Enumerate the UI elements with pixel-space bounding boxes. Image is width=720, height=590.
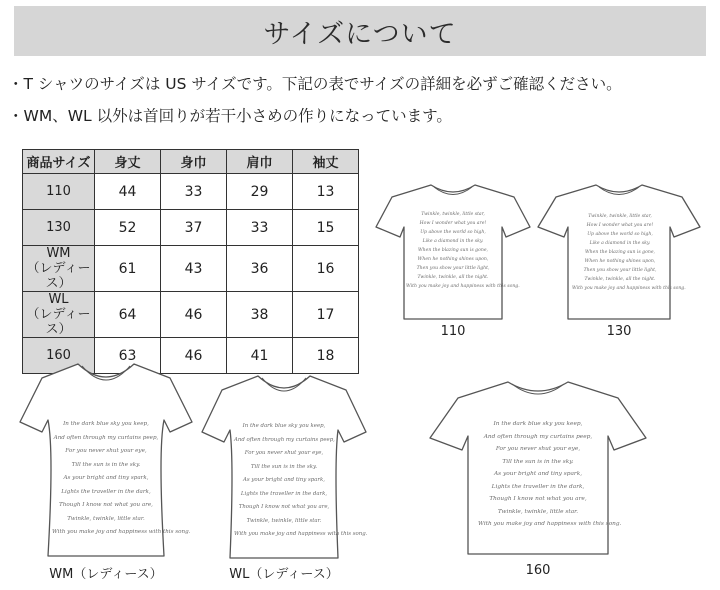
table-row: [23, 246, 359, 292]
poem-line: Then you show your little light,: [583, 268, 657, 273]
header-sleeve: 袖丈: [293, 150, 359, 174]
size-name: 110: [46, 184, 71, 199]
header-shoulder: 肩巾: [227, 150, 293, 174]
poem-line: In the dark blue sky you keep,: [493, 421, 583, 427]
poem-line: Till the sun is in the sky.: [71, 461, 141, 468]
poem-line: Twinkle, twinkle, little star,: [588, 214, 652, 219]
poem-line: Till the sun is in the sky.: [502, 458, 574, 465]
poem-line: Up above the world so high,: [420, 230, 486, 235]
cell-shoulder: 33: [227, 210, 293, 246]
poem-line: In the dark blue sky you keep,: [63, 421, 149, 427]
page-title: サイズについて: [263, 18, 457, 50]
poem-line: When the blazing sun is gone,: [417, 248, 489, 253]
poem-line: Lights the traveller in the dark,: [491, 483, 585, 490]
poem-line: Twinkle, twinkle, little star.: [67, 515, 145, 522]
poem-line: Though I know not what you are,: [238, 504, 330, 510]
tshirt-130-print: [572, 212, 686, 293]
cell-sleeve: 13: [293, 174, 359, 210]
poem-line: And often through my curtains peep,: [234, 436, 335, 443]
row-size-label: [23, 174, 95, 210]
tshirt-wl-print: [234, 420, 368, 542]
table-row: [23, 210, 359, 246]
tshirt-wm-print: [52, 418, 191, 540]
poem-line: As your bright and tiny spark,: [493, 471, 583, 477]
cell-shoulder: 36: [227, 246, 293, 292]
tshirt-160-caption: 160: [525, 563, 551, 578]
poem-line: As your bright and tiny spark,: [243, 477, 325, 483]
size-name: 130: [46, 220, 71, 235]
header-width: 身巾: [161, 150, 227, 174]
tshirt-wm-caption: WM（レディース）: [49, 567, 163, 582]
cell-length: 61: [95, 246, 161, 292]
poem-line: With you make joy and happiness with this song.: [406, 284, 520, 289]
size-table-header: [23, 150, 359, 174]
poem-line: When he nothing shines upon,: [417, 257, 489, 262]
cell-shoulder: 29: [227, 174, 293, 210]
cell-width: 37: [161, 210, 227, 246]
poem-line: And often through my curtains peep,: [483, 433, 593, 440]
poem-line: Till the sun is in the sky.: [250, 463, 318, 470]
poem-line: For you never shut your eye,: [65, 448, 147, 454]
note-neck-size: ・WM、WL 以外は首回りが若干小さめの作りになっています。: [8, 107, 452, 125]
tshirt-110-caption: 110: [440, 324, 466, 339]
size-name: 160: [46, 348, 71, 363]
poem-line: Then you show your little light,: [416, 266, 490, 271]
table-row: [23, 292, 359, 338]
poem-line: Lights the traveller in the dark,: [61, 488, 151, 495]
page-title-bar: [14, 6, 706, 56]
poem-line: Twinkle, twinkle, all the night.: [417, 275, 489, 280]
poem-line: Twinkle, twinkle, little star.: [497, 508, 579, 515]
tshirt-wl-caption: WL（レディース）: [229, 567, 339, 582]
cell-width: 46: [161, 338, 227, 374]
tshirt-130-caption: 130: [606, 324, 632, 339]
cell-length: 44: [95, 174, 161, 210]
size-name: WL: [48, 292, 69, 307]
poem-line: Lights the traveller in the dark,: [240, 490, 328, 497]
poem-line: Though I know not what you are,: [489, 496, 587, 502]
size-name: WM: [46, 246, 71, 261]
note-us-size: ・T シャツのサイズは US サイズです。下記の表でサイズの詳細を必ずご確認ください。: [8, 75, 622, 93]
tshirt-160-print: [478, 418, 622, 531]
poem-line: How I wonder what you are!: [586, 223, 654, 228]
poem-line: And often through my curtains peep,: [53, 434, 159, 441]
poem-line: Like a diamond in the sky.: [422, 239, 484, 244]
poem-line: With you make joy and happiness with this song.: [478, 521, 622, 527]
table-row: [23, 174, 359, 210]
cell-length: 63: [95, 338, 161, 374]
cell-width: 33: [161, 174, 227, 210]
row-size-label: [23, 210, 95, 246]
row-size-label: [23, 292, 95, 338]
poem-line: Twinkle, twinkle, little star,: [421, 212, 485, 217]
poem-line: With you make joy and happiness with this song.: [234, 531, 368, 537]
cell-width: 46: [161, 292, 227, 338]
cell-length: 64: [95, 292, 161, 338]
poem-line: Up above the world so high,: [587, 232, 653, 237]
poem-line: Twinkle, twinkle, little star.: [246, 517, 322, 524]
poem-line: When he nothing shines upon,: [584, 259, 656, 264]
cell-shoulder: 38: [227, 292, 293, 338]
row-size-label: [23, 246, 95, 292]
cell-width: 43: [161, 246, 227, 292]
poem-line: For you never shut your eye,: [244, 450, 324, 456]
cell-length: 52: [95, 210, 161, 246]
tshirt-110-print: [406, 210, 520, 291]
poem-line: When the blazing sun is gone,: [584, 250, 656, 255]
cell-sleeve: 15: [293, 210, 359, 246]
poem-line: Twinkle, twinkle, all the night.: [584, 277, 656, 282]
header-length: 身丈: [95, 150, 161, 174]
poem-line: With you make joy and happiness with this song.: [572, 286, 686, 291]
header-size: 商品サイズ: [23, 150, 95, 174]
poem-line: With you make joy and happiness with this song.: [52, 529, 191, 535]
cell-sleeve: 17: [293, 292, 359, 338]
poem-line: How I wonder what you are!: [419, 221, 487, 226]
cell-shoulder: 41: [227, 338, 293, 374]
poem-line: Though I know not what you are,: [59, 502, 153, 508]
size-table: [22, 149, 359, 374]
cell-sleeve: 16: [293, 246, 359, 292]
poem-line: For you never shut your eye,: [495, 446, 581, 452]
size-subtitle: （レディース）: [26, 261, 91, 291]
cell-sleeve: 18: [293, 338, 359, 374]
poem-line: In the dark blue sky you keep,: [242, 423, 326, 429]
poem-line: As your bright and tiny spark,: [63, 475, 149, 481]
poem-line: Like a diamond in the sky.: [589, 241, 651, 246]
size-subtitle: （レディース）: [26, 307, 91, 337]
